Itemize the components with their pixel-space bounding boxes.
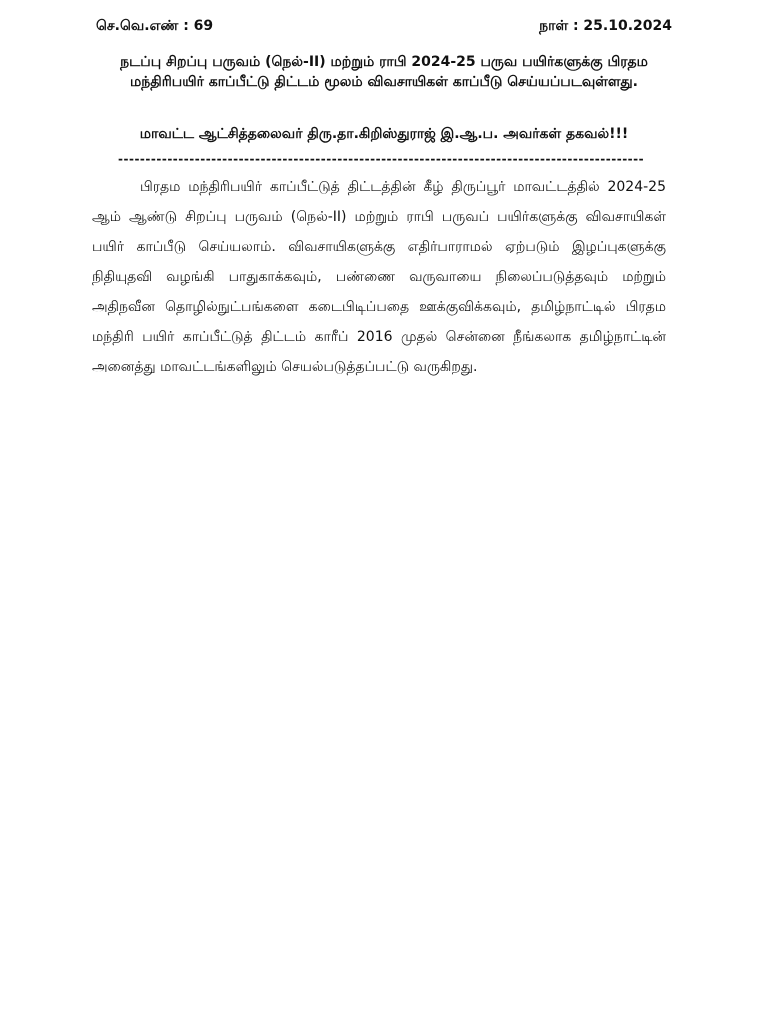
divider-line: ------------------------------------------------------------------------------------------------: [118, 152, 645, 166]
header-row: [96, 18, 672, 36]
document-title: நடப்பு சிறப்பு பருவம் (நெல்-II) மற்றும் ராபி 2024-25 பருவ பயிர்களுக்கு பிரதம மந்திரிபயிர் காப்பீட்டு திட்டம் மூலம் விவசாயிகள் காப்பீடு செய்யப்படவுள்ளது.: [120, 54, 648, 90]
paragraph-1: பிரதம மந்திரிபயிர் காப்பீட்டுத் திட்டத்தின் கீழ் திருப்பூர் மாவட்டத்தில் 2024-25 ஆம் ஆண்டு சிறப்பு பருவம் (நெல்-II) மற்றும் ராபி பருவப் பயிர்களுக்கு விவசாயிகள் பயிர் காப்பீடு செய்யலாம். விவசாயிகளுக்கு எதிர்பாராமல் ஏற்படும் இழப்புகளுக்கு நிதியுதவி வழங்கி பாதுகாக்கவும், பண்ணை வருவாயை நிலைப்படுத்தவும் மற்றும் அதிநவீன தொழில்நுட்பங்களை கடைபிடிப்பதை ஊக்குவிக்கவும், தமிழ்நாட்டில் பிரதம மந்திரி பயிர் காப்பீட்டுத் திட்டம் காரீப் 2016 முதல் சென்னை நீங்கலாக தமிழ்நாட்டின் அனைத்து மாவட்டங்களிலும் செயல்படுத்தப்பட்டு வருகிறது.: [92, 179, 666, 375]
document-date: நாள் : 25.10.2024: [539, 18, 672, 34]
document-subtitle: மாவட்ட ஆட்சித்தலைவர் திரு.தா.கிறிஸ்துராஜ் இ.ஆ.ப. அவர்கள் தகவல்!!!: [139, 126, 629, 142]
reference-number: செ.வெ.எண் : 69: [96, 18, 214, 34]
